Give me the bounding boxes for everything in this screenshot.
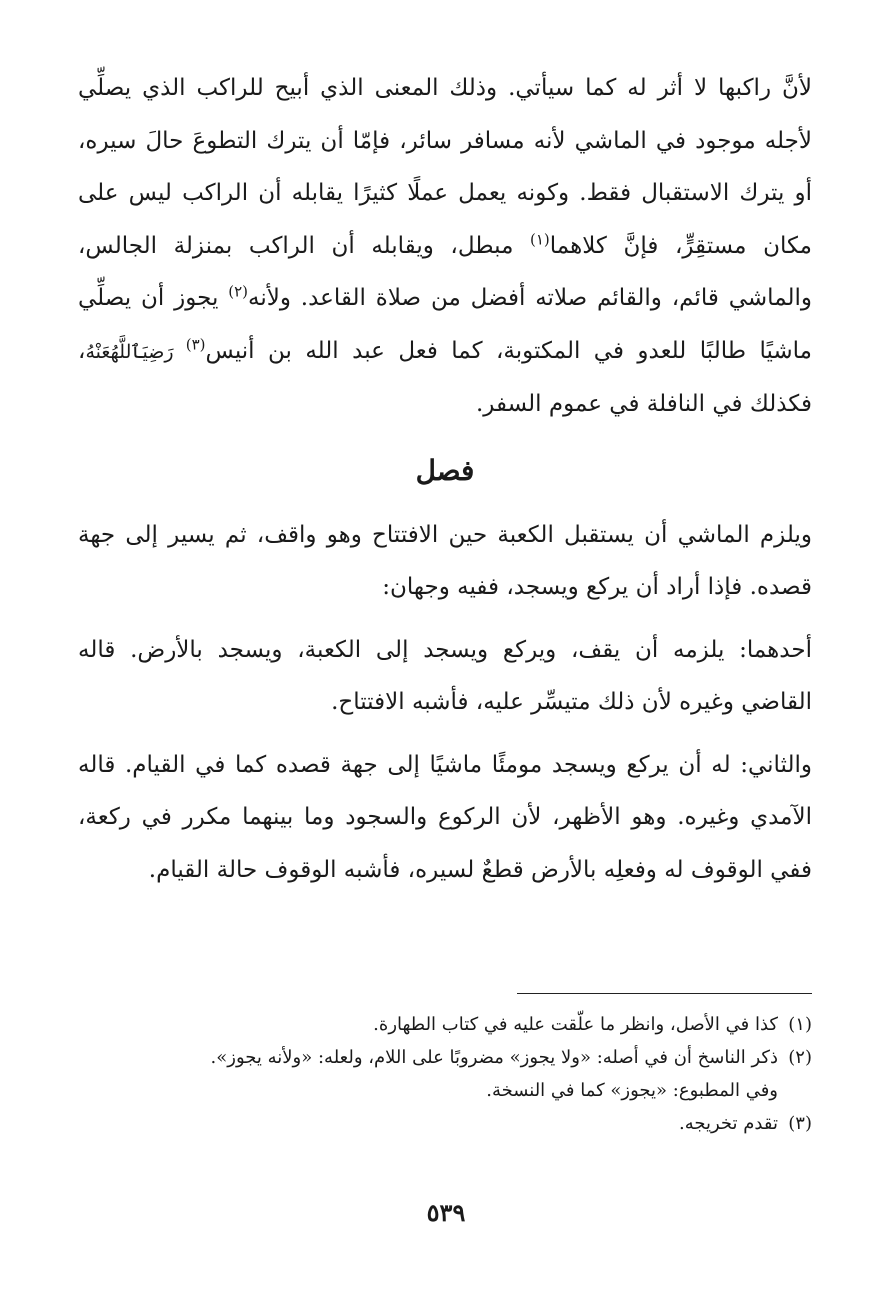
footnote-divider [517, 993, 812, 994]
footnote-text: تقدم تخريجه. [679, 1113, 778, 1134]
footnote-ref-1[interactable]: (١) [529, 229, 550, 248]
honorific-phrase: رَضِيَٱللَّهُعَنْهُ [85, 340, 186, 363]
footnote-text: ذكر الناسخ أن في أصله: «ولا يجوز» مضروبًا على اللام، ولعله: «ولأنه يجوز». [210, 1047, 778, 1068]
page-body [78, 62, 812, 896]
footnote-3 [78, 1107, 812, 1140]
footnote-continuation: وفي المطبوع: «يجوز» كما في النسخة. [486, 1080, 778, 1101]
paragraph-1-text-a: لأنَّ راكبها لا أثر له كما سيأتي. وذلك المعنى الذي أبيح للراكب الذي يصلِّي لأجله موجود في الماشي لأنه مسافر سائر، فإمّا أن يترك التطوعَ حالَ سيره، أو يترك الاستقبال فقط. وكونه يعمل عملًا كثيرًا يقابله أن الراكب ليس على مكان مستقِرٍّ، فإنَّ كلاهما [78, 75, 812, 259]
paragraph-1-text-d: ، فكذلك في النافلة في عموم السفر. [78, 337, 812, 417]
paragraph-4: والثاني: له أن يركع ويسجد مومئًا ماشيًا إلى جهة قصده كما في القيام. قاله الآمدي وغيره. وهو الأظهر، لأن الركوع والسجود وما بينهما مكرر في ركعة، ففي الوقوف له وفعلِه بالأرض قطعٌ لسيره، فأشبه الوقوف حالة القيام. [78, 751, 812, 883]
paragraph-3: أحدهما: يلزمه أن يقف، ويركع ويسجد إلى الكعبة، ويسجد بالأرض. قاله القاضي وغيره لأن ذلك متيسِّر عليه، فأشبه الافتتاح. [78, 636, 812, 715]
footnote-2 [78, 1041, 812, 1107]
paragraph-1-text-b: مبطل، ويقابله أن الراكب بمنزلة الجالس، والماشي قائم، والقائم صلاته أفضل من صلاة القاعد. ولأنه [78, 232, 812, 311]
section-heading: فصل [415, 453, 475, 487]
page-number: ٥٣٩ [426, 1198, 466, 1227]
footnote-ref-2[interactable]: (٢) [228, 282, 248, 301]
footnote-number: (٢) [788, 1047, 812, 1068]
paragraph-2: ويلزم الماشي أن يستقبل الكعبة حين الافتتاح وهو واقف، ثم يسير إلى جهة قصده. فإذا أراد أن يركع ويسجد، ففيه وجهان: [78, 521, 812, 600]
footnotes [78, 1008, 812, 1140]
paragraph-1-text-c: يجوز أن يصلِّي ماشيًا طالبًا للعدو في المكتوبة، كما فعل عبد الله بن أنيس [78, 285, 813, 364]
footnote-ref-3[interactable]: (٣) [185, 334, 206, 353]
footnote-1 [78, 1008, 812, 1041]
footnote-text: كذا في الأصل، وانظر ما علّقت عليه في كتاب الطهارة. [373, 1014, 778, 1035]
footnote-number: (٣) [788, 1113, 812, 1134]
footnote-number: (١) [788, 1014, 812, 1035]
paragraph-1 [78, 62, 812, 431]
